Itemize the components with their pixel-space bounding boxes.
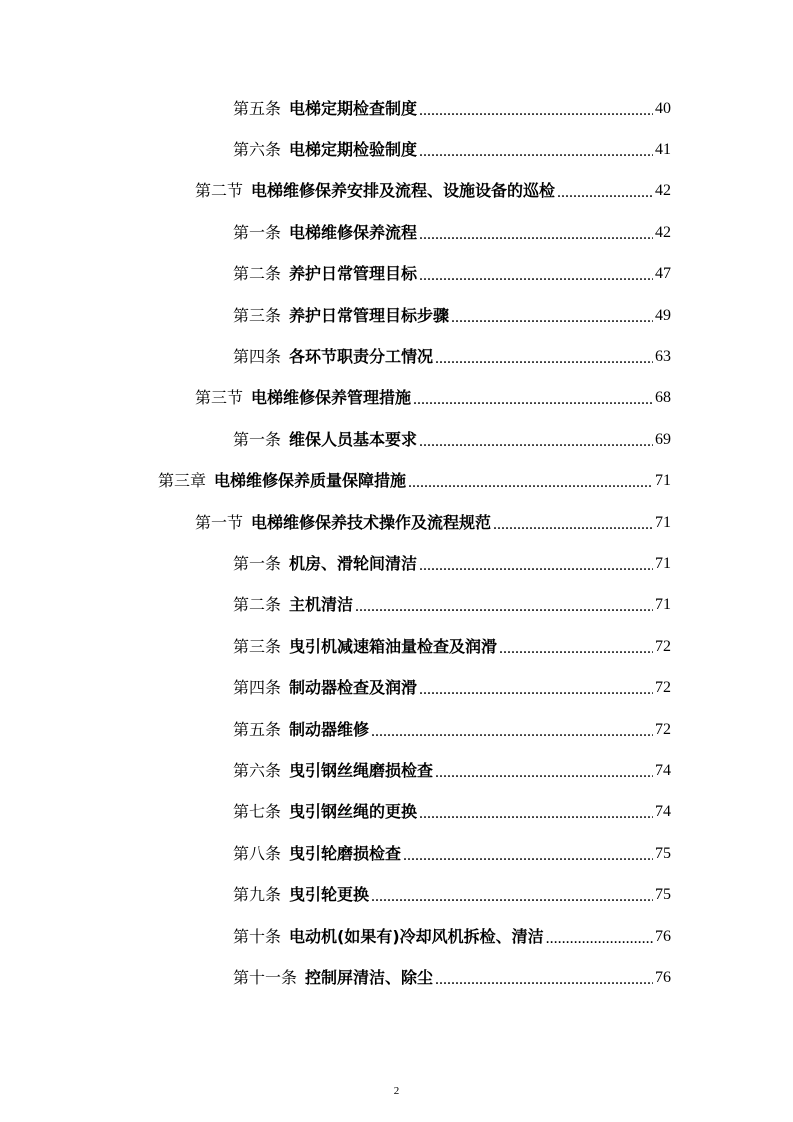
- dot-leader: [499, 639, 653, 659]
- toc-entry-label: 第五条: [233, 98, 282, 118]
- toc-entry-title: 电梯维修保养安排及流程、设施设备的巡检: [251, 181, 556, 201]
- toc-entry-page: 71: [655, 513, 671, 531]
- toc-entry-label: 第二节: [195, 181, 244, 201]
- toc-entry-title: 主机清洁: [289, 595, 354, 615]
- dot-leader: [451, 308, 653, 328]
- dot-leader: [355, 597, 653, 617]
- toc-entry-title: 养护日常管理目标: [289, 264, 418, 284]
- toc-entry-page: 72: [655, 679, 671, 697]
- toc-entry-label: 第五条: [233, 719, 282, 739]
- toc-entry-title: 电梯维修保养质量保障措施: [214, 471, 407, 491]
- toc-entry[interactable]: [0, 543, 793, 584]
- toc-entry[interactable]: [0, 502, 793, 543]
- toc-entry-page: 40: [655, 99, 671, 117]
- toc-entry-label: 第六条: [233, 760, 282, 780]
- toc-entry-page: 74: [655, 761, 671, 779]
- toc-entry[interactable]: [0, 957, 793, 998]
- dot-leader: [419, 101, 653, 121]
- toc-entry-title: 电梯维修保养管理措施: [251, 388, 412, 408]
- dot-leader: [371, 722, 653, 742]
- toc-entry-label: 第四条: [233, 347, 282, 367]
- toc-entry[interactable]: [0, 585, 793, 626]
- toc-entry-label: 第九条: [233, 885, 282, 905]
- toc-entry-title: 电动机(如果有)冷却风机拆检、清洁: [289, 926, 544, 946]
- toc-entry[interactable]: [0, 750, 793, 791]
- toc-entry[interactable]: [0, 833, 793, 874]
- toc-entry-title: 电梯定期检验制度: [289, 140, 418, 160]
- toc-entry-label: 第二条: [233, 595, 282, 615]
- toc-entry-label: 第三条: [233, 636, 282, 656]
- dot-leader: [435, 349, 653, 369]
- toc-entry-page: 41: [655, 141, 671, 159]
- toc-entry-title: 电梯维修保养流程: [289, 222, 418, 242]
- toc-entry-label: 第十一条: [233, 967, 298, 987]
- dot-leader: [408, 473, 653, 493]
- dot-leader: [493, 515, 653, 535]
- toc-entry[interactable]: [0, 378, 793, 419]
- toc-entry-page: 72: [655, 720, 671, 738]
- toc-entry-label: 第二条: [233, 264, 282, 284]
- toc-entry-title: 曳引钢丝绳的更换: [289, 802, 418, 822]
- toc-entry[interactable]: [0, 254, 793, 295]
- toc-entry-title: 维保人员基本要求: [289, 429, 418, 449]
- dot-leader: [557, 183, 653, 203]
- toc-entry[interactable]: [0, 88, 793, 129]
- dot-leader: [419, 225, 653, 245]
- toc-entry[interactable]: [0, 336, 793, 377]
- toc-entry-page: 63: [655, 348, 671, 366]
- toc-entry[interactable]: [0, 916, 793, 957]
- dot-leader: [419, 432, 653, 452]
- toc-entry[interactable]: [0, 874, 793, 915]
- toc-entry-page: 42: [655, 182, 671, 200]
- toc-entry-label: 第三条: [233, 305, 282, 325]
- toc-entry-page: 71: [655, 472, 671, 490]
- toc-entry-label: 第六条: [233, 140, 282, 160]
- toc-entry-page: 49: [655, 306, 671, 324]
- toc-entry[interactable]: [0, 461, 793, 502]
- toc-entry-page: 71: [655, 554, 671, 572]
- toc-entry[interactable]: [0, 295, 793, 336]
- dot-leader: [435, 763, 653, 783]
- toc-entry-title: 各环节职责分工情况: [289, 347, 434, 367]
- toc-entry[interactable]: [0, 129, 793, 170]
- toc-entry-title: 电梯定期检查制度: [289, 98, 418, 118]
- toc-entry-page: 71: [655, 596, 671, 614]
- toc-entry-title: 曳引机减速箱油量检查及润滑: [289, 636, 498, 656]
- toc-entry-page: 76: [655, 968, 671, 986]
- dot-leader: [403, 846, 653, 866]
- toc-entry-title: 控制屏清洁、除尘: [305, 967, 434, 987]
- toc-entry[interactable]: [0, 792, 793, 833]
- toc-entry-label: 第一条: [233, 553, 282, 573]
- toc-entry-page: 68: [655, 389, 671, 407]
- dot-leader: [546, 929, 653, 949]
- toc-entry-title: 养护日常管理目标步骤: [289, 305, 450, 325]
- toc-entry-label: 第三章: [158, 471, 207, 491]
- toc-entry-label: 第八条: [233, 843, 282, 863]
- dot-leader: [419, 804, 653, 824]
- toc-entry-label: 第一条: [233, 429, 282, 449]
- toc-entry-label: 第七条: [233, 802, 282, 822]
- table-of-contents: [0, 88, 793, 999]
- toc-entry-label: 第四条: [233, 678, 282, 698]
- dot-leader: [371, 887, 653, 907]
- footer-page-number: 2: [393, 1085, 400, 1097]
- toc-entry[interactable]: [0, 212, 793, 253]
- toc-entry-page: 42: [655, 223, 671, 241]
- toc-entry-title: 制动器检查及润滑: [289, 678, 418, 698]
- toc-entry[interactable]: [0, 419, 793, 460]
- dot-leader: [419, 266, 653, 286]
- toc-entry-title: 曳引轮磨损检查: [289, 843, 402, 863]
- toc-entry-page: 47: [655, 265, 671, 283]
- dot-leader: [419, 556, 653, 576]
- toc-entry-page: 74: [655, 803, 671, 821]
- toc-entry[interactable]: [0, 709, 793, 750]
- toc-entry[interactable]: [0, 626, 793, 667]
- toc-entry-title: 曳引轮更换: [289, 885, 370, 905]
- toc-entry-title: 曳引钢丝绳磨损检查: [289, 760, 434, 780]
- dot-leader: [413, 390, 653, 410]
- toc-entry-label: 第三节: [195, 388, 244, 408]
- toc-entry-title: 制动器维修: [289, 719, 370, 739]
- toc-entry-label: 第一条: [233, 222, 282, 242]
- toc-entry[interactable]: [0, 667, 793, 708]
- toc-entry-title: 机房、滑轮间清洁: [289, 553, 418, 573]
- toc-entry-page: 76: [655, 927, 671, 945]
- dot-leader: [419, 142, 653, 162]
- toc-entry-page: 69: [655, 430, 671, 448]
- toc-entry-page: 72: [655, 637, 671, 655]
- toc-entry-title: 电梯维修保养技术操作及流程规范: [251, 512, 492, 532]
- dot-leader: [419, 680, 653, 700]
- toc-entry-page: 75: [655, 844, 671, 862]
- toc-entry-label: 第十条: [233, 926, 282, 946]
- toc-entry[interactable]: [0, 171, 793, 212]
- dot-leader: [435, 970, 653, 990]
- toc-entry-page: 75: [655, 886, 671, 904]
- toc-entry-label: 第一节: [195, 512, 244, 532]
